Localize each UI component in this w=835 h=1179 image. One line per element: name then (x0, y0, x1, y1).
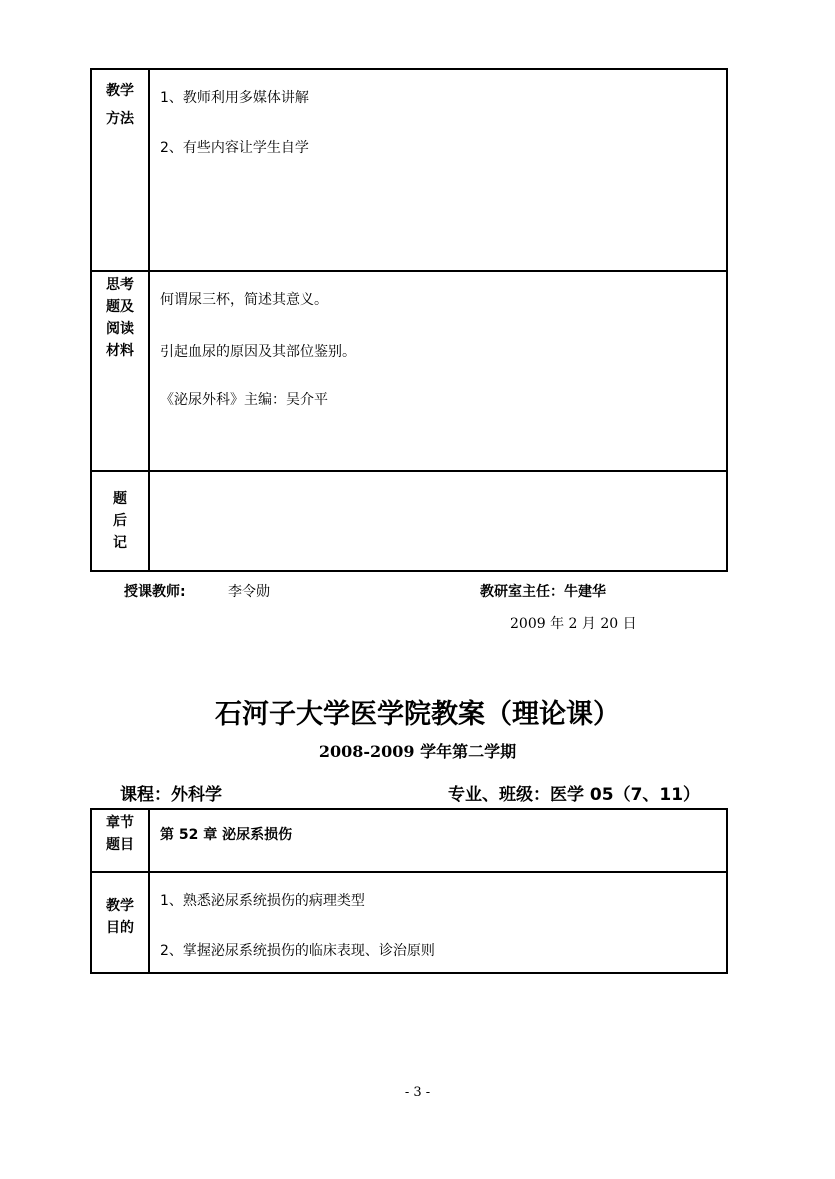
teacher-label: 授课教师: (124, 584, 186, 600)
page-number: - 3 - (404, 1085, 431, 1100)
postscript-row (91, 471, 727, 571)
postscript-content (149, 471, 727, 571)
teacher-name: 李令勋 (228, 584, 270, 600)
question-1: 何谓尿三杯，简述其意义。 (160, 292, 328, 308)
question-2: 引起血尿的原因及其部位鉴别。 (160, 344, 356, 360)
course-name: 课程：外科学 (120, 785, 222, 805)
teaching-goal-label: 教学 目的 (91, 872, 149, 973)
lesson-plan-table-1 (90, 68, 728, 572)
page-title: 石河子大学医学院教案（理论课） (215, 699, 620, 730)
teaching-goal-row (91, 872, 727, 973)
lesson-plan-table-2 (90, 808, 728, 974)
goal-line-2: 2、掌握泌尿系统损伤的临床表现、诊治原则 (160, 943, 435, 959)
teaching-method-label: 教学 方法 (91, 69, 149, 271)
sign-date: 2009 年 2 月 20 日 (510, 616, 637, 632)
director-name: 教研室主任：牛建华 (480, 584, 606, 600)
method-line-1: 1、教师利用多媒体讲解 (160, 90, 309, 106)
reading-material-row (91, 271, 727, 471)
goal-line-1: 1、熟悉泌尿系统损伤的病理类型 (160, 893, 365, 909)
semester: 2008-2009 学年第二学期 (318, 742, 517, 761)
major-class: 专业、班级：医学 05（7、11） (448, 785, 701, 805)
chapter-row (91, 809, 727, 872)
method-line-2: 2、有些内容让学生自学 (160, 140, 309, 156)
teaching-method-row (91, 69, 727, 271)
reading-material-content (149, 271, 727, 471)
postscript-label: 题 后 记 (91, 471, 149, 571)
chapter-title: 第 52 章 泌尿系损伤 (160, 827, 293, 843)
teaching-goal-content (149, 872, 727, 973)
reading-material-label: 思考 题及 阅读 材料 (91, 271, 149, 471)
chapter-content (149, 809, 727, 872)
chapter-label: 章节 题目 (91, 809, 149, 872)
teaching-method-content (149, 69, 727, 271)
reading-reference: 《泌尿外科》主编：吴介平 (160, 392, 328, 408)
